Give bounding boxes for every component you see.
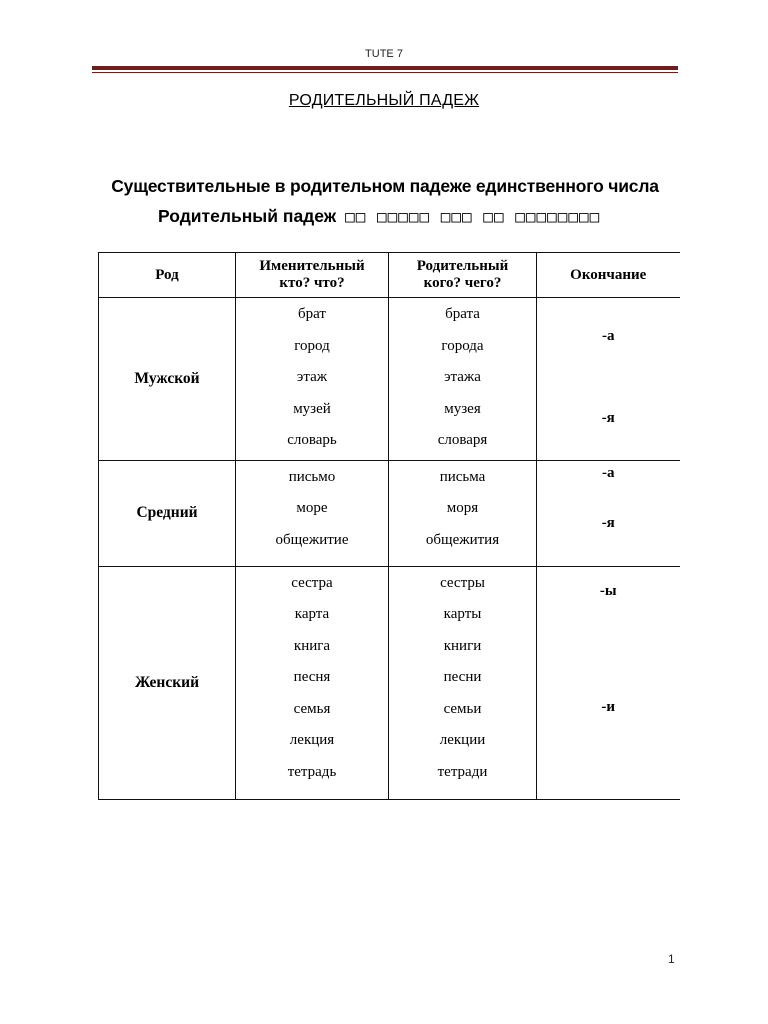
running-header: TUTE 7 bbox=[365, 48, 403, 60]
word-genitive: города bbox=[441, 337, 484, 354]
word-nominative: общежитие bbox=[275, 531, 349, 548]
nominative-list-masculine bbox=[236, 298, 389, 461]
word-genitive: письма bbox=[439, 468, 486, 485]
page-number: 1 bbox=[668, 952, 675, 966]
word-nominative: лекция bbox=[289, 732, 335, 748]
word-genitive: карты bbox=[443, 606, 482, 622]
endings-feminine bbox=[537, 566, 680, 799]
page-heading: РОДИТЕЛЬНЫЙ ПАДЕЖ bbox=[288, 92, 480, 109]
word-genitive: тетради bbox=[437, 763, 488, 780]
genitive-list-masculine bbox=[389, 298, 537, 461]
header-rule-thick bbox=[92, 66, 678, 70]
ending-value: -я bbox=[601, 514, 615, 531]
word-nominative: этаж bbox=[296, 369, 328, 385]
header-nominative bbox=[236, 253, 389, 298]
missing-glyphs: □□ □□□□□ □□□ □□ □□□□□□□□ bbox=[345, 207, 601, 226]
word-nominative: море bbox=[296, 500, 328, 516]
endings-neuter bbox=[537, 460, 680, 566]
gender-feminine: Женский bbox=[99, 566, 236, 799]
word-genitive: лекции bbox=[439, 732, 486, 748]
word-genitive: семьи bbox=[443, 700, 482, 717]
word-genitive: общежития bbox=[425, 531, 500, 548]
nominative-list-neuter bbox=[236, 460, 389, 566]
table-header-row bbox=[99, 253, 680, 298]
word-genitive: музея bbox=[444, 400, 481, 417]
header-ending: Окончание bbox=[537, 253, 680, 298]
genitive-list-neuter bbox=[389, 460, 537, 566]
header-nominative-line1: Именительный bbox=[259, 258, 365, 274]
genitive-list-feminine bbox=[389, 566, 537, 799]
header-genitive-line2: кого? чего? bbox=[423, 275, 502, 291]
genitive-table-container bbox=[98, 252, 679, 795]
table-row-masculine bbox=[99, 298, 680, 461]
word-genitive: словаря bbox=[437, 432, 488, 448]
nominative-list-feminine bbox=[236, 566, 389, 799]
word-nominative: песня bbox=[293, 669, 331, 685]
word-genitive: брата bbox=[445, 306, 480, 322]
ending-value: -а bbox=[602, 328, 615, 344]
gender-neuter: Средний bbox=[99, 460, 236, 566]
table-caption: Существительные в родительном падеже единственного числа bbox=[111, 176, 659, 196]
subcaption-text: Родительный падеж bbox=[158, 206, 337, 226]
word-nominative: брат bbox=[298, 306, 326, 322]
header-genitive-line1: Родительный bbox=[416, 258, 509, 274]
word-genitive: сестры bbox=[440, 574, 485, 591]
ending-value: -а bbox=[602, 464, 615, 481]
word-nominative: тетрадь bbox=[287, 763, 337, 780]
word-nominative: письмо bbox=[288, 468, 336, 485]
word-genitive: моря bbox=[446, 500, 479, 516]
word-nominative: карта bbox=[294, 606, 330, 622]
header-nominative-line2: кто? что? bbox=[279, 275, 345, 291]
word-nominative: словарь bbox=[287, 432, 337, 448]
word-nominative: город bbox=[294, 337, 330, 354]
table-row-neuter bbox=[99, 460, 680, 566]
endings-masculine bbox=[537, 298, 680, 461]
header-gender: Род bbox=[99, 253, 236, 298]
gender-masculine: Мужской bbox=[99, 298, 236, 461]
word-genitive: книги bbox=[443, 637, 482, 654]
ending-value: -я bbox=[601, 410, 615, 426]
word-nominative: семья bbox=[293, 700, 331, 717]
word-nominative: книга bbox=[293, 637, 331, 654]
word-genitive: песни bbox=[443, 669, 482, 685]
header-genitive bbox=[389, 253, 537, 298]
table-subcaption bbox=[158, 206, 600, 227]
word-nominative: сестра bbox=[291, 574, 333, 591]
genitive-case-table bbox=[98, 252, 680, 800]
ending-value: -ы bbox=[599, 582, 617, 599]
table-row-feminine bbox=[99, 566, 680, 799]
header-rule-thin bbox=[92, 72, 678, 73]
ending-value: -и bbox=[601, 698, 616, 715]
word-genitive: этажа bbox=[444, 369, 481, 385]
word-nominative: музей bbox=[293, 400, 331, 417]
